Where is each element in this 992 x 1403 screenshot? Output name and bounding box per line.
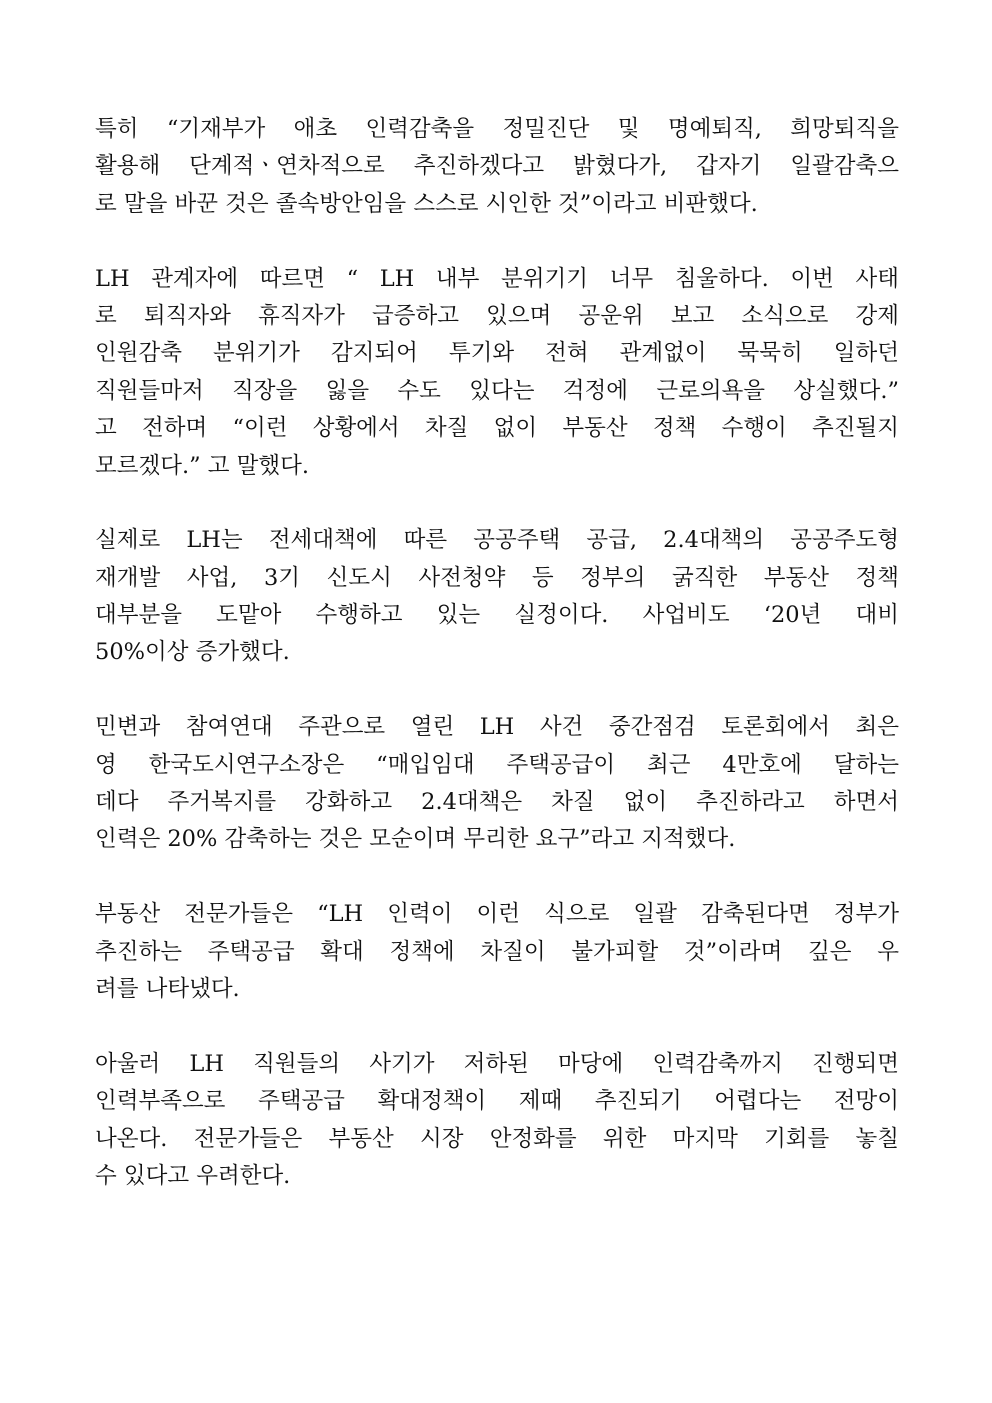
text-line: 로 퇴직자와 휴직자가 급증하고 있으며 공운위 보고 소식으로 강제 bbox=[95, 302, 899, 329]
text-line: 로 말을 바꾼 것은 졸속방안임을 스스로 시인한 것”이라고 비판했다. bbox=[95, 190, 758, 217]
text-line: 인원감축 분위기가 감지되어 투기와 전혀 관계없이 묵묵히 일하던 bbox=[95, 340, 899, 367]
text-line: 직원들마저 직장을 잃을 수도 있다는 걱정에 근로의욕을 상실했다.” bbox=[95, 377, 899, 404]
text-line: 려를 나타냈다. bbox=[95, 975, 240, 1002]
text-line: 인력부족으로 주택공급 확대정책이 제때 추진되기 어렵다는 전망이 bbox=[95, 1088, 899, 1115]
text-line: 활용해 단계적ㆍ연차적으로 추진하겠다고 밝혔다가, 갑자기 일괄감축으 bbox=[95, 153, 899, 180]
text-line: 특히 “기재부가 애초 인력감축을 정밀진단 및 명예퇴직, 희망퇴직을 bbox=[95, 116, 899, 142]
text-line: 추진하는 주택공급 확대 정책에 차질이 불가피할 것”이라며 깊은 우 bbox=[95, 938, 899, 965]
text-line: 대부분을 도맡아 수행하고 있는 실정이다. 사업비도 ‘20년 대비 bbox=[95, 602, 899, 629]
text-line: 데다 주거복지를 강화하고 2.4대책은 차질 없이 추진하라고 하면서 bbox=[95, 789, 899, 816]
paragraph-2 bbox=[95, 261, 899, 485]
paragraph-1 bbox=[95, 111, 899, 223]
text-line: 수 있다고 우려한다. bbox=[95, 1162, 291, 1189]
text-line: 영 한국도시연구소장은 “매입임대 주택공급이 최근 4만호에 달하는 bbox=[95, 751, 899, 778]
text-line: 재개발 사업, 3기 신도시 사전청약 등 정부의 굵직한 부동산 정책 bbox=[95, 564, 899, 591]
paragraph-6 bbox=[95, 1046, 899, 1196]
text-line: 나온다. 전문가들은 부동산 시장 안정화를 위한 마지막 기회를 놓칠 bbox=[95, 1125, 899, 1152]
paragraph-5 bbox=[95, 896, 899, 1008]
text-line: 아울러 LH 직원들의 사기가 저하된 마당에 인력감축까지 진행되면 bbox=[95, 1050, 899, 1077]
text-line: 모르겠다.” 고 말했다. bbox=[95, 452, 309, 479]
paragraph-3 bbox=[95, 522, 899, 672]
article-body bbox=[95, 111, 899, 1233]
text-line: LH 관계자에 따르면 “ LH 내부 분위기기 너무 침울하다. 이번 사태 bbox=[95, 265, 899, 292]
text-line: 부동산 전문가들은 “LH 인력이 이런 식으로 일괄 감축된다면 정부가 bbox=[95, 901, 899, 928]
text-line: 50%이상 증가했다. bbox=[95, 639, 290, 666]
text-line: 고 전하며 “이런 상황에서 차질 없이 부동산 정책 수행이 추진될지 bbox=[95, 415, 899, 442]
paragraph-4 bbox=[95, 709, 899, 859]
text-line: 민변과 참여연대 주관으로 열린 LH 사건 중간점검 토론회에서 최은 bbox=[95, 714, 899, 741]
text-line: 인력은 20% 감축하는 것은 모순이며 무리한 요구”라고 지적했다. bbox=[95, 826, 736, 853]
text-line: 실제로 LH는 전세대책에 따른 공공주택 공급, 2.4대책의 공공주도형 bbox=[95, 527, 899, 554]
